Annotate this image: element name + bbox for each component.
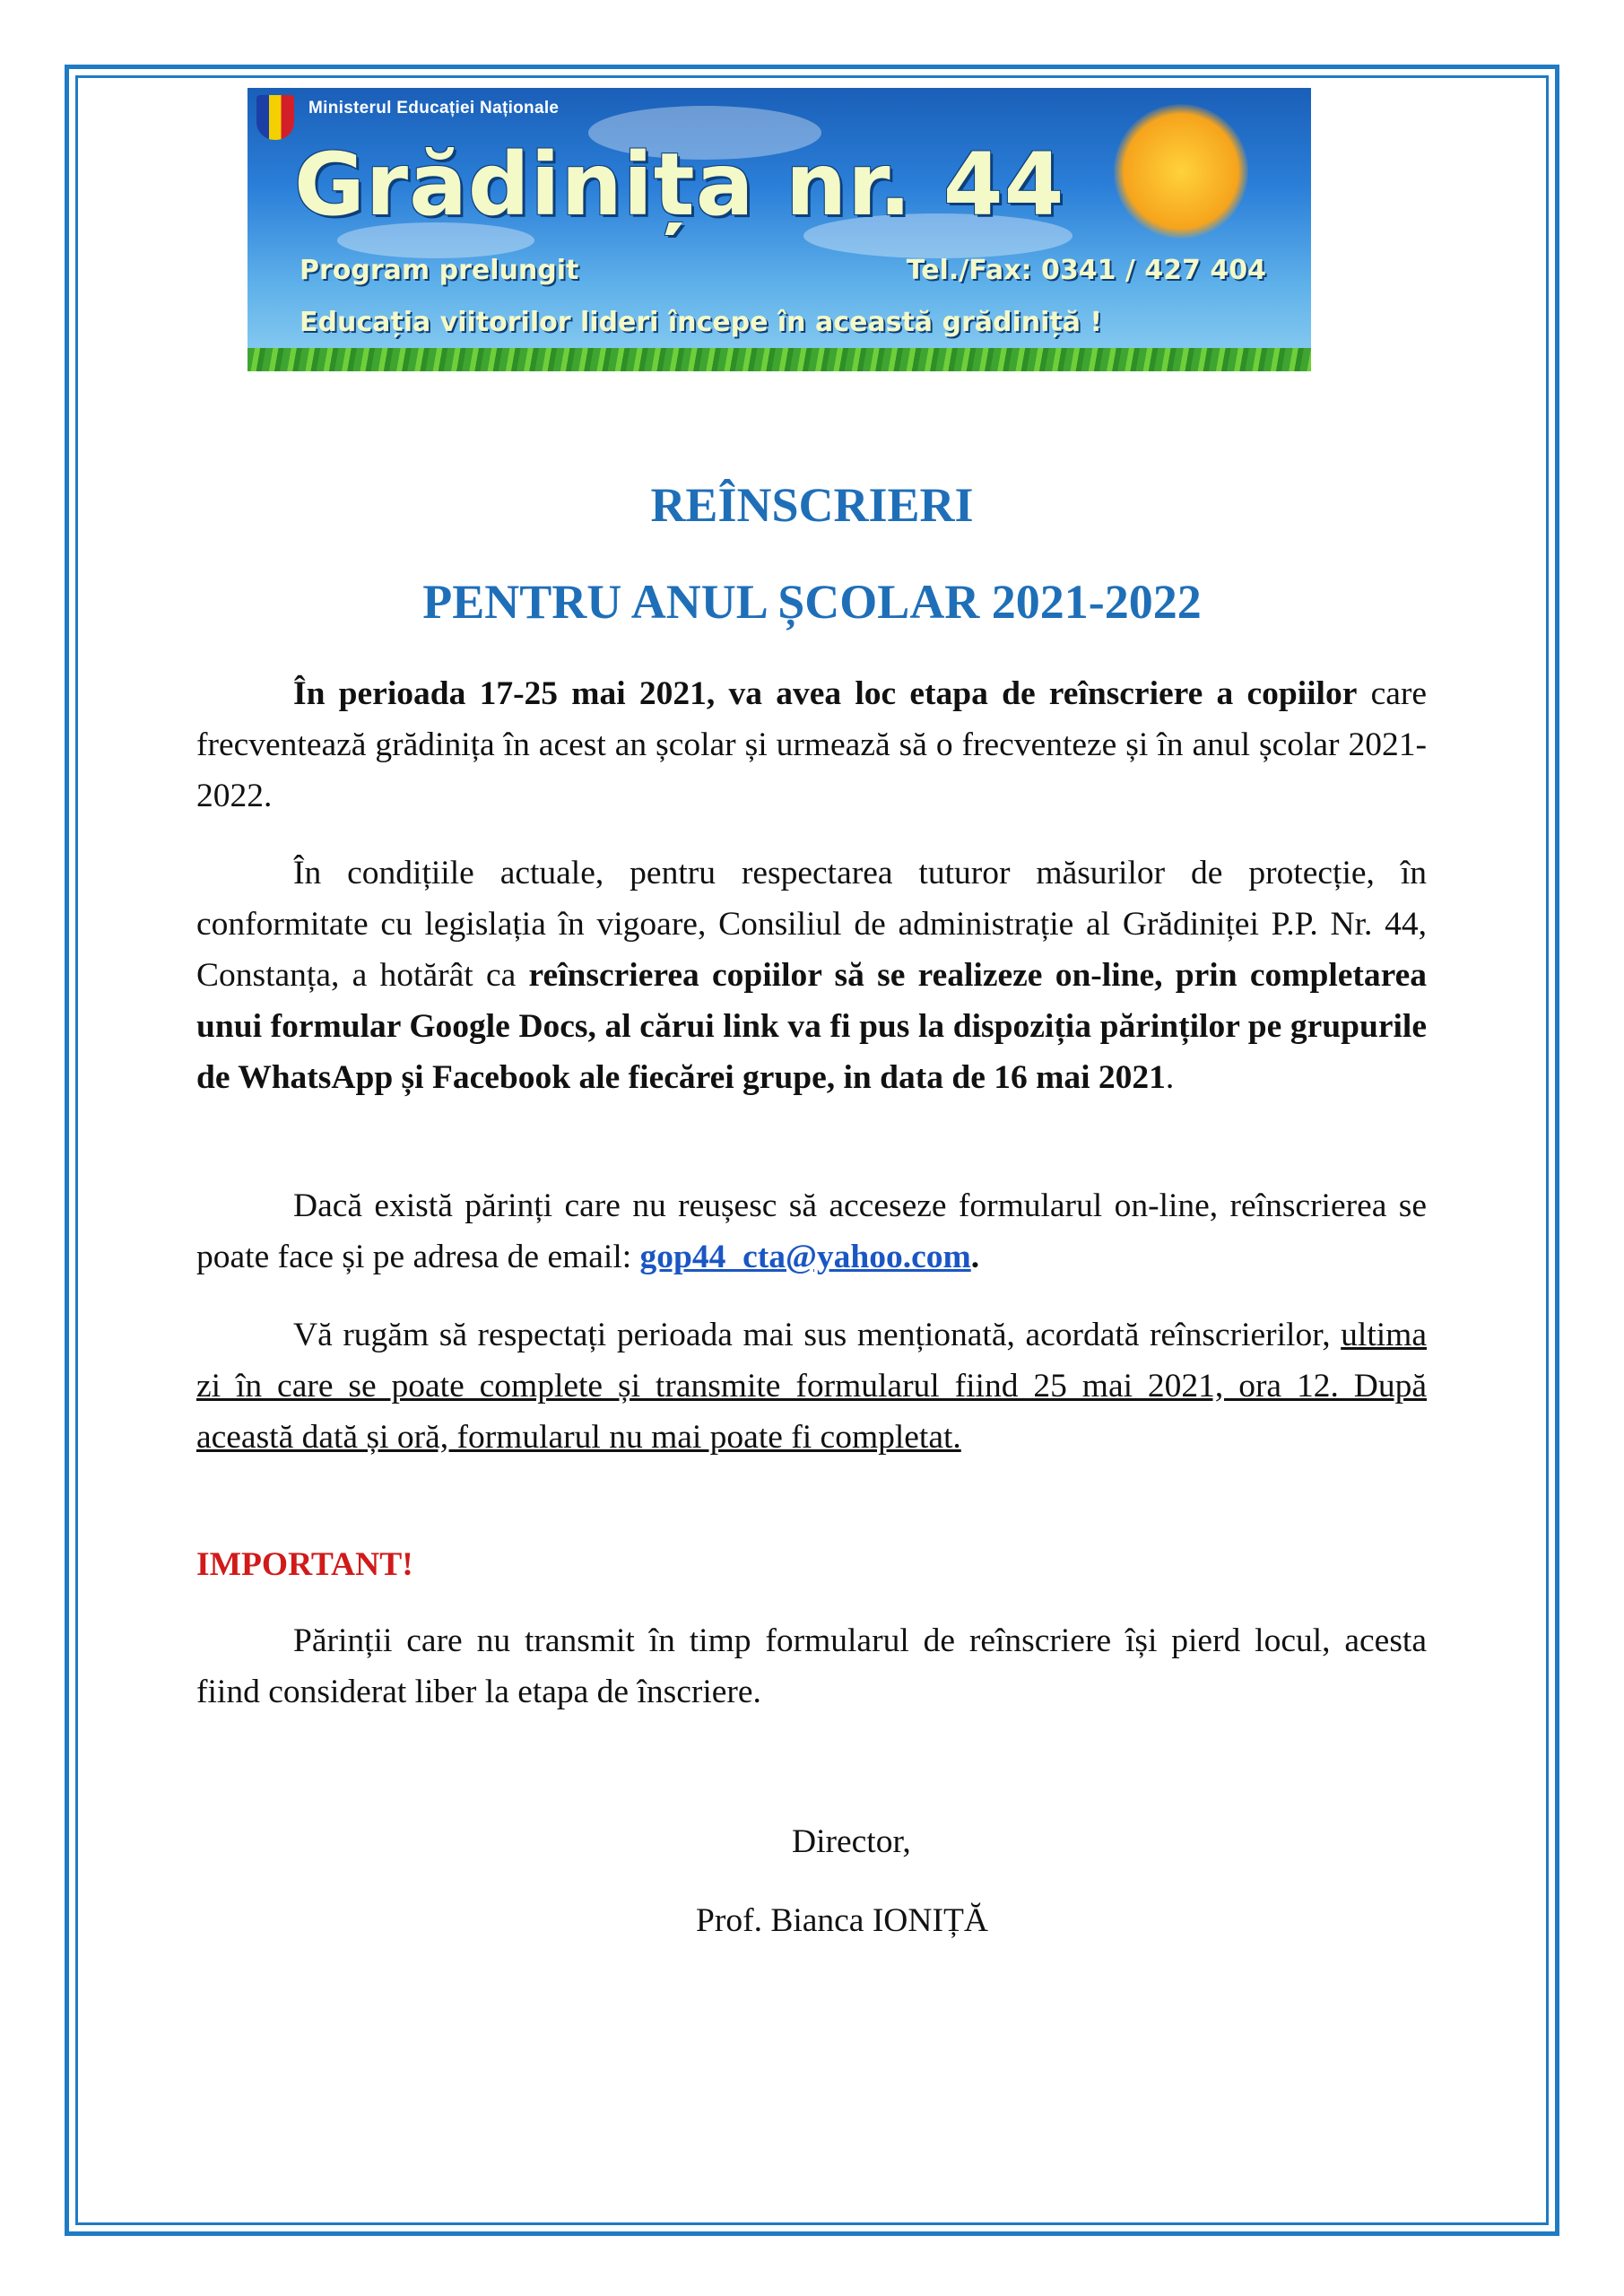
paragraph-warning <box>196 1615 1427 1718</box>
paragraph-period <box>196 668 1427 822</box>
email-text: Dacă există părinți care nu reușesc să acceseze formularul on-line, reînscrierea se poate face și pe adresa de email: <box>196 1187 1427 1275</box>
phone-fax: Tel./Fax: 0341 / 427 404 <box>906 255 1266 286</box>
page-title: REÎNSCRIERI <box>650 478 974 532</box>
grass-decoration <box>248 348 1311 371</box>
motto: Educația viitorilor lideri începe în această grădiniță ! <box>300 307 1103 338</box>
paragraph-online <box>196 848 1427 1103</box>
header-banner <box>248 88 1311 371</box>
paragraph-deadline <box>196 1309 1427 1463</box>
paragraph-email <box>196 1180 1427 1283</box>
ministry-label: Ministerul Educației Naționale <box>308 99 560 117</box>
signature-name: Prof. Bianca IONIȚĂ <box>696 1902 988 1939</box>
program-label: Program prelungit <box>300 255 579 286</box>
email-link[interactable]: gop44_cta@yahoo.com <box>639 1239 971 1275</box>
email-text-end: . <box>970 1239 980 1275</box>
sun-icon <box>1114 104 1248 239</box>
online-text-end: . <box>1165 1059 1175 1096</box>
online-bold-text: reînscrierea copiilor să se realizeze on-line, prin completarea unui formular Google Docs, al cărui link va fi pus la dispoziția părinților pe grupurile de WhatsApp și Facebook ale fiecărei grupe, in data de 16 mai 2021 <box>196 957 1427 1096</box>
period-text: care frecventează grădinița în acest an școlar și urmează să o frecventeze și în anul școlar 2021-2022. <box>196 675 1427 814</box>
warning-text: Părinții care nu transmit în timp formularul de reînscriere își pierd locul, acesta fiind considerat liber la etapa de înscriere. <box>196 1622 1427 1710</box>
period-bold-text: În perioada 17-25 mai 2021, va avea loc etapa de reînscriere a copiilor <box>293 675 1358 712</box>
online-text-start: În condițiile actuale, pentru respectarea tuturor măsurilor de protecție, în conformitate cu legislația în vigoare, Consiliul de administrație al Grădiniței P.P. Nr. 44, Constanța, a hotărât ca <box>196 855 1427 994</box>
coat-of-arms-icon <box>256 95 294 140</box>
deadline-underlined: ultima zi în care se poate complete și transmite formularul fiind 25 mai 2021, ora 12. După această dată și oră, formularul nu mai poate fi completat. <box>196 1317 1427 1456</box>
important-label: IMPORTANT! <box>196 1546 413 1583</box>
kindergarten-name: Grădinița nr. 44 <box>294 135 1065 235</box>
signature-role: Director, <box>792 1823 911 1860</box>
deadline-text: Vă rugăm să respectați perioada mai sus menționată, acordată reînscrierilor, <box>293 1317 1342 1353</box>
page-subtitle: PENTRU ANUL ȘCOLAR 2021-2022 <box>422 575 1202 629</box>
